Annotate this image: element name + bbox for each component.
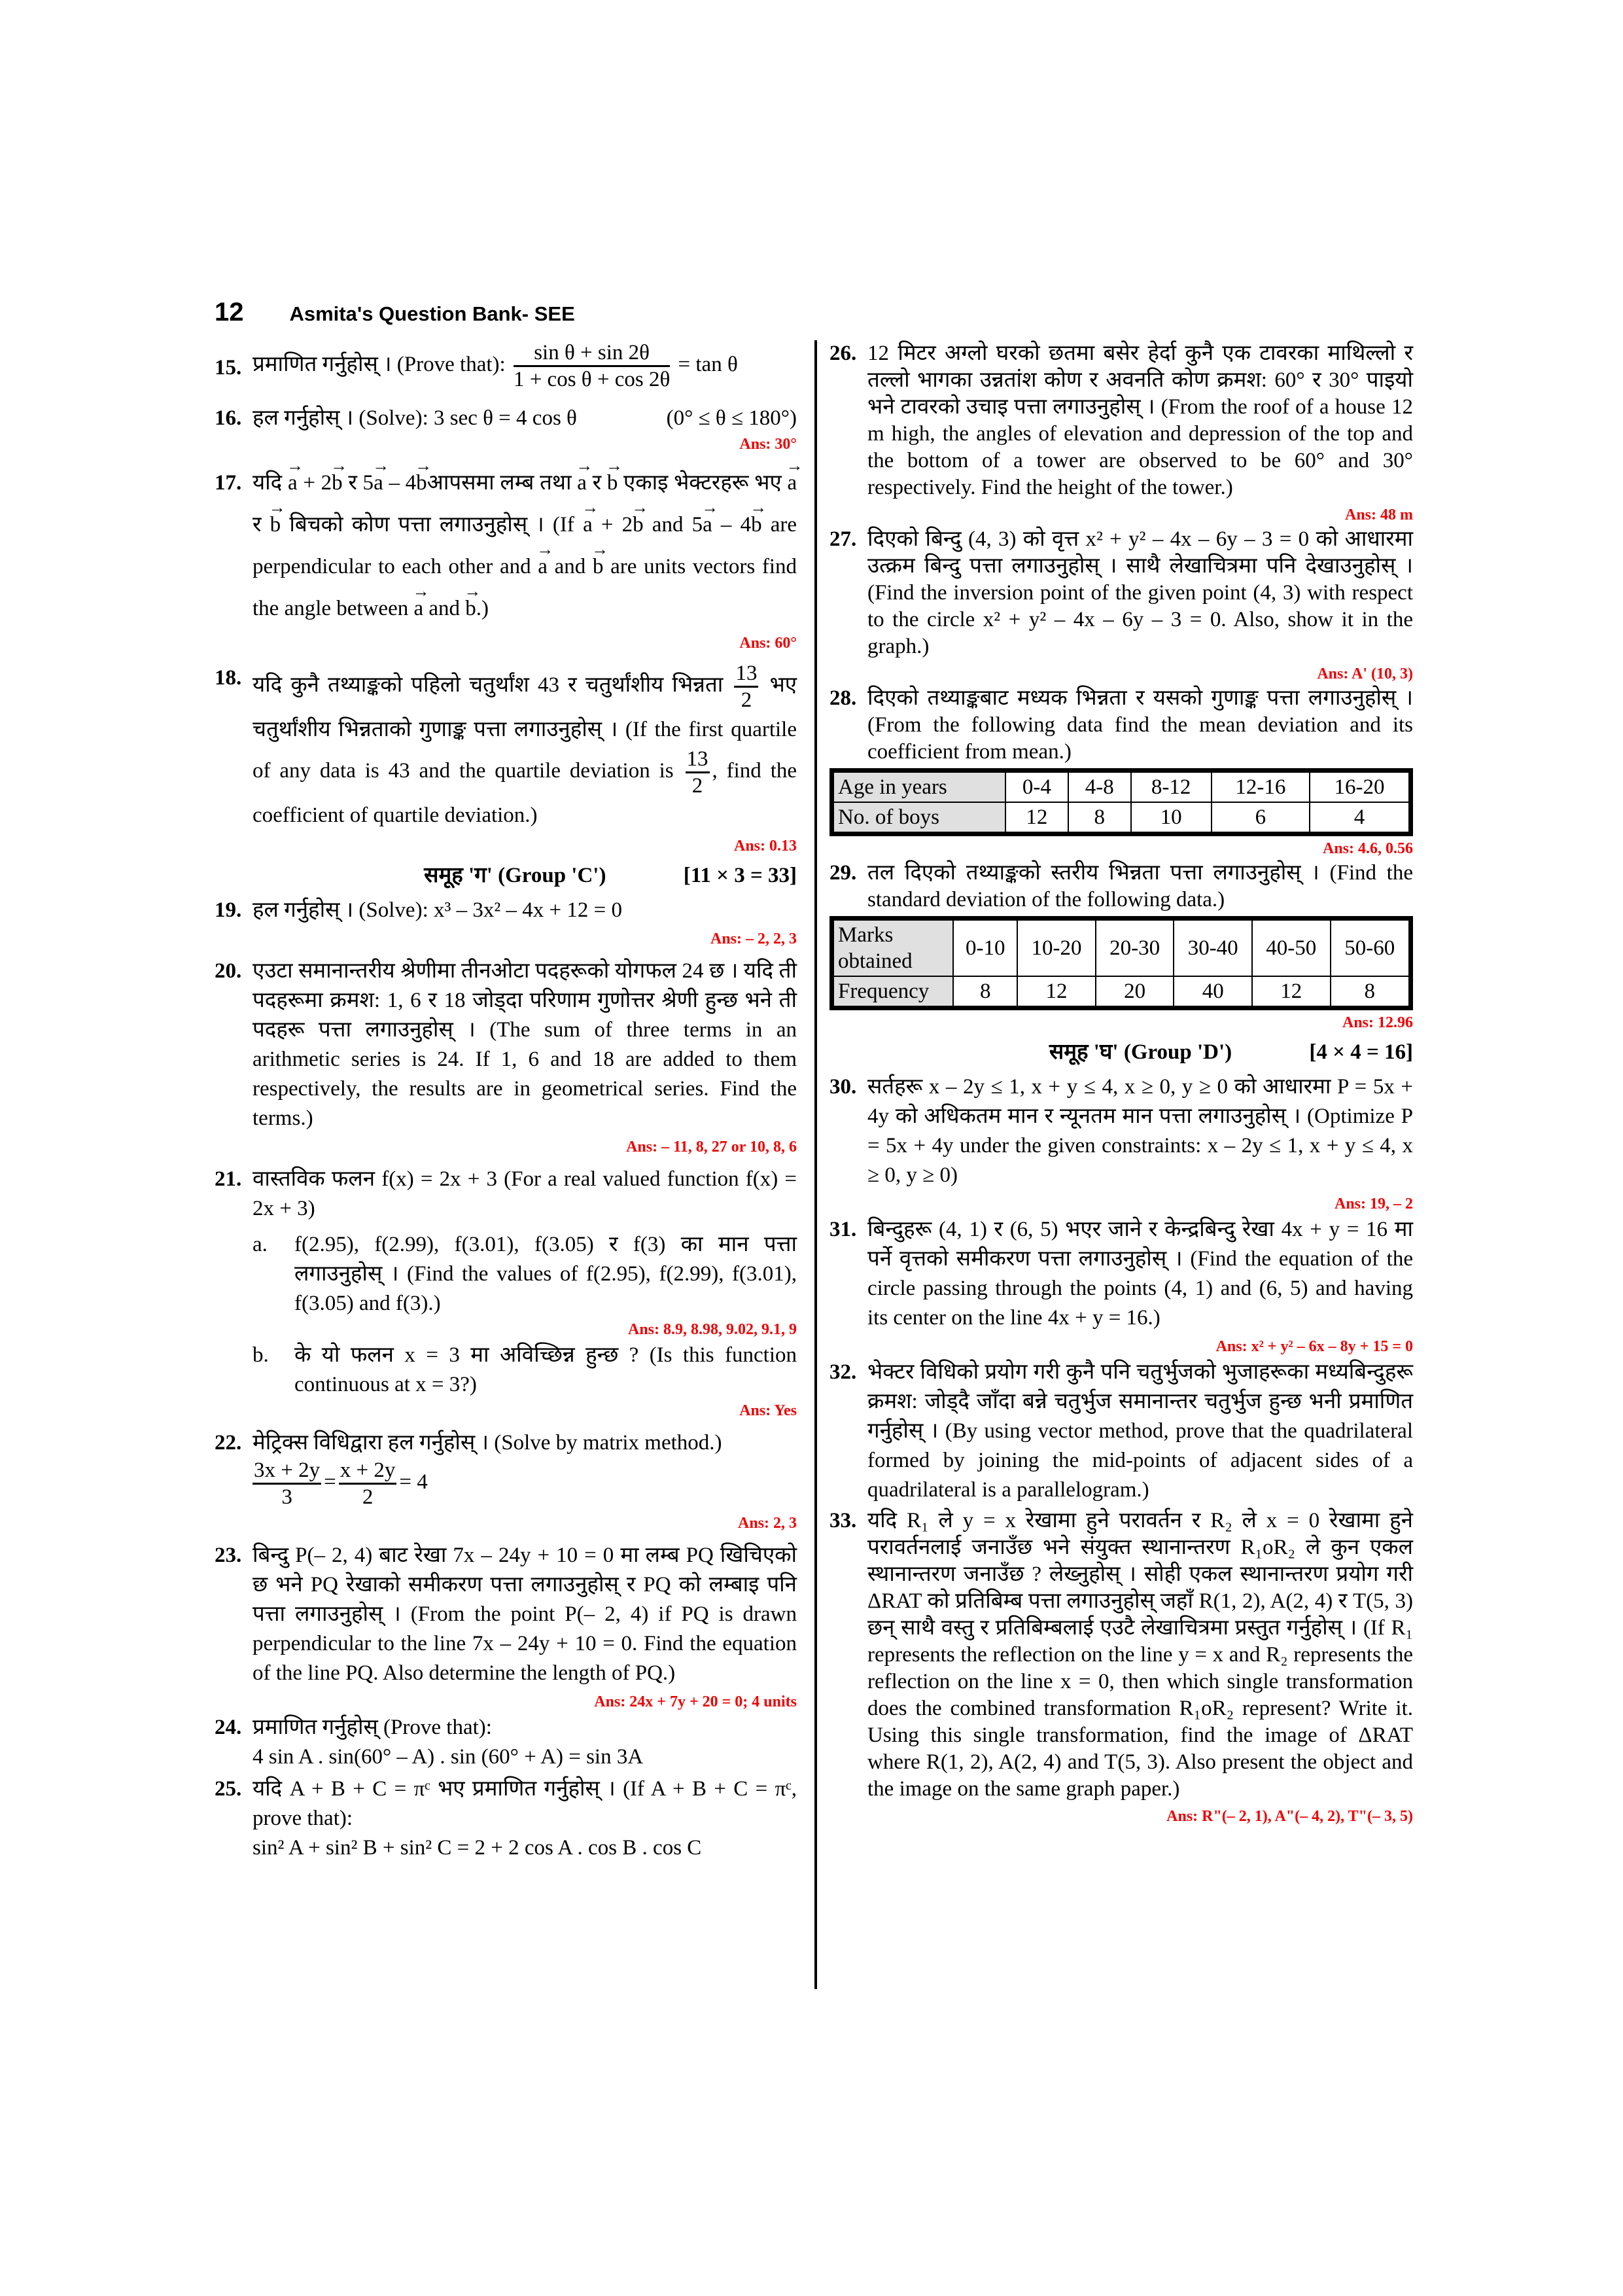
table-row [832,771,1411,803]
question-text: प्रमाणित गर्नुहोस् । (Prove that): [253,353,506,377]
question-23 [215,1541,797,1688]
question-15 [215,340,797,392]
table-cell: 12 [1252,976,1331,1008]
vector-b: → b [593,546,604,588]
sub-label: b. [253,1343,269,1367]
question-26 [829,340,1413,501]
numerator: 3x + 2y [253,1458,321,1485]
question-number: 27. [829,527,857,551]
answer-23: Ans: 24x + 7y + 20 = 0; 4 units [594,1693,797,1710]
text: बिचको कोण पत्ता लगाउनुहोस् । (If [289,513,574,537]
question-text: यदि R₁ ले y = x रेखामा हुने परावर्तन र R₂ ले x = 0 रेखामा हुने परावर्तनलाई जनाउँछ भने संयुक्त स्थानान्तरण R₁oR₂ ले कुन एकल स्थानान्तरण जनाउँछ ? लेख्नुहोस् । सोही एकल स्थानान्तरण प्रयोग गरी ΔRAT को प्रतिबिम्ब पत्ता लगाउनुहोस् जहाँ R(1, 2), A(2, 4) र T(5, 3) छन् साथै वस्तु र प्रतिबिम्बलाई एउटै लेखाचित्रमा प्रस्तुत गर्नुहोस् । (If R₁ represents the reflection on the line y = x and R₂ represents the reflection on the line x = 0, then which single transformation does the combined transformation R₁oR₂ represent? Write it. Using this single transformation, find the image of ΔRAT where R(1, 2), A(2, 4) and T(5, 3). Also present the object and the image on the same graph paper.) [867,1509,1413,1801]
answer-16: Ans: 30° [739,436,797,453]
text: are perpendicular to each other and [253,513,797,578]
answer-33: Ans: R"(– 2, 1), A"(– 4, 2), T"(– 3, 5) [1166,1808,1413,1825]
question-text: भेक्टर विधिको प्रयोग गरी कुनै पनि चतुर्भुजको भुजाहरूका मध्यबिन्दुहरू क्रमश: जोड्दै जाँदा बन्ने चतुर्भुज समानान्तर चतुर्भुज हुन्छ भनी प्रमाणित गर्नुहोस् । (By using vector method, prove that the quadrilateral formed by joining the mid-points of adjacent sides of a quadrilateral is a parallelogram.) [867,1360,1413,1502]
text: र 5 [348,471,374,495]
question-25 [215,1775,797,1863]
table-cell: 40 [1174,976,1252,1008]
question-number: 32. [829,1360,857,1384]
text: and [554,555,586,578]
book-title: Asmita's Question Bank- SEE [289,302,575,325]
question-number: 33. [829,1509,857,1532]
question-number: 17. [215,471,242,495]
denominator: 2 [362,1485,374,1509]
question-number: 18. [215,666,242,690]
question-text: हल गर्नुहोस् । (Solve): x³ – 3x² – 4x + 12 = 0 [253,898,623,922]
vector-b: → b [607,462,618,504]
text: र [592,471,602,495]
question-text: 12 मिटर अग्लो घरको छतमा बसेर हेर्दा कुनै एक टावरका माथिल्लो र तल्लो भागका उन्नतांश कोण र अवनति कोण क्रमश: 60° र 30° पाइयो भने टावरको उचाइ पत्ता लगाउनुहोस् । (From the roof of a house 12 m high, the angles of elevation and depression of the top and the bottom of a tower are observed to be 60° and 30° respectively. Find the height of the tower.) [867,342,1413,499]
answer-18: Ans: 0.13 [733,838,797,855]
fraction [514,340,670,392]
question-number: 26. [829,342,857,365]
text: आपसमा लम्ब तथा [427,471,572,495]
question-number: 24. [215,1716,242,1739]
question-22 [215,1428,797,1510]
table-cell: 12 [1005,802,1068,834]
denominator: 2 [691,774,703,798]
question-17: 17. यदि → a + 2→ b र 5→ a – 4→ bआपसमा लम्ब तथा → a र → b एकाइ भेक्टरहरू भए → a र → b बिचको कोण पत्ता लगाउनुहोस् । (If → a + 2→ b and 5→ a – 4→ b are perpendicular to each other and → a and → b are units vectors find the angle between → a and → b.) [215,462,797,629]
table-cell: 8 [1331,976,1411,1008]
question-number: 19. [215,898,242,922]
question-24 [215,1713,797,1772]
answer-30: Ans: 19, – 2 [1334,1195,1413,1212]
denominator: 3 [281,1485,292,1509]
question-text: दिएको तथ्याङ्कबाट मध्यक भिन्नता र यसको गुणाङ्क पत्ता लगाउनुहोस् । (From the following data find the mean deviation and its coefficient from mean.) [867,686,1413,764]
table-cell: 0-4 [1005,771,1068,803]
answer-29: Ans: 12.96 [1342,1014,1413,1031]
vector-a: → a [583,504,593,546]
group-c-heading [215,861,797,891]
question-number: 23. [215,1544,242,1567]
question-text: सर्तहरू x – 2y ≤ 1, x + y ≤ 4, x ≥ 0, y ≥ 0 को आधारमा P = 5x + 4y को अधिकतम मान र न्यूनतम मान पत्ता लगाउनुहोस् । (Optimize P = 5x + 4y under the given constraints: x – 2y ≤ 1, x + y ≤ 4, x ≥ 0, y ≥ 0) [867,1075,1413,1187]
vector-a: → a [703,504,712,546]
group-marks: [4 × 4 = 16] [1309,1040,1413,1064]
question-number: 28. [829,686,857,710]
text: एकाइ भेक्टरहरू भए [623,471,782,495]
denominator: 1 + cos θ + cos 2θ [513,368,671,391]
table-cell: 10-20 [1017,919,1096,977]
table-cell: 50-60 [1331,919,1411,977]
answer-17: Ans: 60° [739,635,797,652]
question-21 [215,1165,797,1422]
row-header: Marks obtained [832,919,954,977]
table-cell: 8 [1068,802,1131,834]
table-cell: 20 [1096,976,1174,1008]
fraction [339,1458,397,1510]
question-31 [829,1215,1413,1333]
answer-20: Ans: – 11, 8, 27 or 10, 8, 6 [626,1139,797,1156]
group-d-heading [829,1038,1413,1067]
vector-a: → a [538,546,548,588]
table-cell: 4 [1310,802,1410,834]
age-table [829,768,1413,836]
sub-question-b [253,1341,797,1400]
row-header: Age in years [832,771,1006,803]
row-header: Frequency [832,976,954,1008]
table-cell: 30-40 [1174,919,1252,977]
numerator: 13 [734,661,758,688]
text: + 2 [303,471,332,495]
text: and [428,597,461,620]
table-cell: 20-30 [1096,919,1174,977]
question-text: मेट्रिक्स विधिद्वारा हल गर्नुहोस् । (Solve by matrix method.) [253,1431,722,1455]
table-cell: 40-50 [1252,919,1331,977]
vector-a: → a [374,462,383,504]
text: – 4 [389,471,417,495]
fraction [734,661,758,713]
question-20 [215,957,797,1133]
table-cell: 12-16 [1212,771,1310,803]
question-text: यदि कुनै तथ्याङ्कको पहिलो चतुर्थांश 43 र चतुर्थांशीय भिन्नता [253,673,724,698]
numerator: x + 2y [339,1458,397,1485]
numerator: sin θ + sin 2θ [514,340,670,367]
question-number: 31. [829,1218,857,1241]
sub-label: a. [253,1233,268,1256]
right-column [829,340,1413,1828]
question-text: हल गर्नुहोस् । (Solve): 3 sec θ = 4 cos θ [253,406,577,430]
left-column [215,340,797,1865]
vector-a: → a [577,462,587,504]
question-number: 30. [829,1075,857,1099]
question-number: 21. [215,1167,242,1191]
question-29 [829,860,1413,913]
question-text: प्रमाणित गर्नुहोस् (Prove that): [253,1716,492,1739]
column-divider [814,340,817,1989]
table-cell: 12 [1017,976,1096,1008]
sub-text: के यो फलन x = 3 मा अविच्छिन्न हुन्छ ? (Is this function continuous at x = 3?) [294,1343,797,1396]
question-32 [829,1358,1413,1505]
numerator: 13 [686,747,710,773]
fraction [253,1458,321,1510]
text: are units vectors find the angle between [253,555,797,620]
page-number: 12 [215,298,244,327]
group-marks: [11 × 3 = 33] [683,864,797,887]
denominator: 2 [741,688,752,712]
table-cell: 10 [1131,802,1212,834]
question-28 [829,685,1413,766]
text: and 5 [652,513,703,537]
question-number: 29. [829,861,857,885]
vector-a: → a [288,462,298,504]
equals: = [324,1470,336,1494]
range: (0° ≤ θ ≤ 180°) [666,406,797,430]
table-row [832,919,1411,977]
table-row [832,802,1411,834]
marks-table [829,916,1413,1010]
question-text: वास्तविक फलन f(x) = 2x + 3 (For a real valued function f(x) = 2x + 3) [253,1167,797,1220]
fraction [686,747,710,798]
question-33 [829,1508,1413,1803]
answer-26: Ans: 48 m [1344,506,1413,523]
table-row [832,976,1411,1008]
question-16 [215,404,797,433]
vector-a: → a [787,462,797,504]
table-cell: 6 [1212,802,1310,834]
question-text: दिएको बिन्दु (4, 3) को वृत्त x² + y² – 4x – 6y – 3 = 0 को आधारमा उत्क्रम बिन्दु पत्ता लगाउनुहोस् । साथै लेखाचित्रमा पनि देखाउनुहोस् । (Find the inversion point of the given point (4, 3) with respect to the circle x² + y² – 4x – 6y – 3 = 0. Also, show it in the graph.) [867,527,1413,658]
table-cell: 16-20 [1310,771,1410,803]
table-cell: 8 [953,976,1017,1008]
answer-31: Ans: x² + y² – 6x – 8y + 15 = 0 [1215,1338,1413,1355]
vector-b: → b [465,588,476,629]
question-text: (If the first quartile of any data is 43 and the quartile deviation is [253,718,797,783]
vector-b: → b [332,462,343,504]
text: .) [476,597,489,620]
group-label: समूह 'ग' (Group 'C') [424,864,606,887]
text: – 4 [720,513,752,537]
question-30 [829,1072,1413,1190]
question-text: तल दिएको तथ्याङ्कको स्तरीय भिन्नता पत्ता लगाउनुहोस् । (Find the standard deviation of the following data.) [867,861,1413,911]
question-text: बिन्दु P(– 2, 4) बाट रेखा 7x – 24y + 10 = 0 मा लम्ब PQ खिचिएको छ भने PQ रेखाको समीकरण पत्ता लगाउनुहोस् र PQ को लम्बाइ पनि पत्ता लगाउनुहोस् । (From the point P(– 2, 4) if PQ is drawn perpendicular to the line 7x – 24y + 10 = 0. Find the equation of the line PQ. Also determine the length of PQ.) [253,1544,797,1685]
sub-question-a [253,1230,797,1318]
question-number: 25. [215,1777,242,1801]
question-18 [215,661,797,832]
answer-22: Ans: 2, 3 [737,1515,797,1532]
answer-27: Ans: A' (10, 3) [1317,665,1413,682]
answer-21b: Ans: Yes [739,1402,797,1419]
question-number: 16. [215,406,242,430]
vector-b: → b [633,504,644,546]
question-27 [829,526,1413,660]
question-19 [215,896,797,925]
rhs: = 4 [399,1470,428,1494]
question-text: , find the coefficient of quartile deviation.) [253,759,797,827]
text: र [253,513,262,537]
table-cell: 4-8 [1068,771,1131,803]
rhs: = tan θ [678,353,738,377]
vector-b: → b [270,504,281,546]
question-number: 22. [215,1431,242,1455]
page-header [215,298,575,327]
row-header: No. of boys [832,802,1006,834]
vector-a: → a [413,588,423,629]
question-text: भए चतुर्थांशीय भिन्नताको गुणाङ्क पत्ता लगाउनुहोस् । [253,673,797,741]
vector-b: → b [416,462,427,504]
question-text: यदि A + B + C = πᶜ भए प्रमाणित गर्नुहोस् । (If A + B + C = πᶜ, prove that): [253,1777,797,1830]
text: यदि [253,471,283,495]
answer-21a: Ans: 8.9, 8.98, 9.02, 9.1, 9 [627,1321,797,1338]
sub-text: f(2.95), f(2.99), f(3.01), f(3.05) र f(3) का मान पत्ता लगाउनुहोस् । (Find the values of f(2.95), f(2.99), f(3.01), f(3.05) and f(3).) [294,1233,797,1315]
expression: 4 sin A . sin(60° – A) . sin (60° + A) = sin 3A [253,1745,644,1769]
table-cell: 0-10 [953,919,1017,977]
answer-28: Ans: 4.6, 0.56 [1322,840,1413,857]
question-text: एउटा समानान्तरीय श्रेणीमा तीनओटा पदहरूको योगफल 24 छ । यदि ती पदहरूमा क्रमश: 1, 6 र 18 जोड्दा परिणाम गुणोत्तर श्रेणी हुन्छ भने ती पदहरू पत्ता लगाउनुहोस् । (The sum of three terms in an arithmetic series is 24. If 1, 6 and 18 are added to them respectively, the results are in geometrical series. Find the terms.) [253,959,797,1130]
expression: sin² A + sin² B + sin² C = 2 + 2 cos A . cos B . cos C [253,1836,702,1860]
question-number: 15. [215,356,242,380]
group-label: समूह 'घ' (Group 'D') [1049,1040,1232,1064]
question-number: 20. [215,959,242,983]
vector-b: → b [751,504,762,546]
question-text: बिन्दुहरू (4, 1) र (6, 5) भएर जाने र केन्द्रबिन्दु रेखा 4x + y = 16 मा पर्ने वृत्तको समीकरण पत्ता लगाउनुहोस् । (Find the equation of the circle passing through the points (4, 1) and (6, 5) and having its center on the line 4x + y = 16.) [867,1218,1413,1330]
answer-19: Ans: – 2, 2, 3 [710,930,797,947]
table-cell: 8-12 [1131,771,1212,803]
